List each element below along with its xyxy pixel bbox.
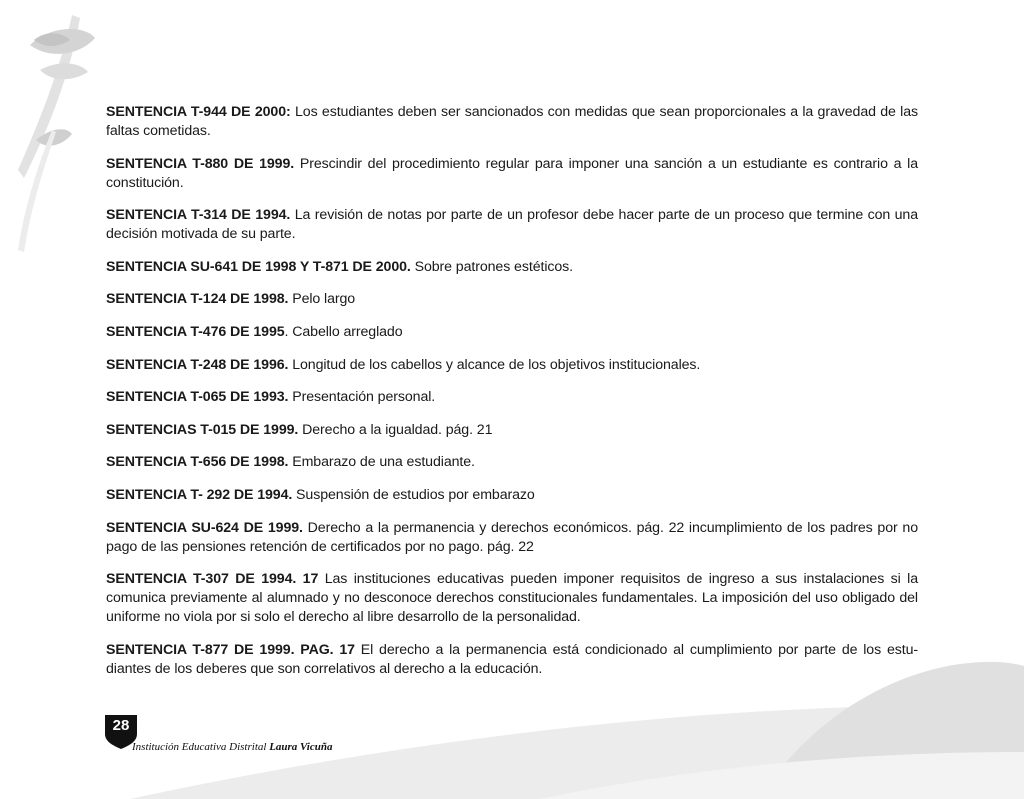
sentencia-title: SENTENCIA T-307 DE 1994. 17 <box>106 571 319 588</box>
sentencia-title: SENTENCIA T-065 DE 1993. <box>106 389 289 406</box>
sentencia-description: El derecho a la permanencia está condicionado al cumplimiento por parte de los estu-diantes de los deberes que son correlativos al derecho a la educación. <box>106 641 918 677</box>
sentencia-description: Los estudiantes deben ser sancionados con medidas que sean proporcionales a la gravedad de las faltas cometidas. <box>106 104 919 139</box>
list-item <box>106 641 918 679</box>
sentencia-title: SENTENCIA T-314 DE 1994. <box>106 207 291 224</box>
sentencia-description: Derecho a la permanencia y derechos económicos. pág. 22 incumplimiento de los padres por no pago de las pensiones retención de certificados por no pago. pág. 22 <box>106 519 918 555</box>
list-item <box>106 519 918 557</box>
sentencia-title: SENTENCIA T-944 DE 2000: <box>106 104 291 120</box>
list-item <box>106 258 918 277</box>
sentencia-description: Derecho a la igualdad. pág. 21 <box>298 421 493 438</box>
sentencia-description: Prescindir del procedimiento regular para imponer una sanción a un estudiante es contrario a la constitución. <box>106 155 918 191</box>
sentencia-description: Embarazo de una estudiante. <box>288 454 475 471</box>
list-item <box>106 103 918 141</box>
sentencia-title: SENTENCIA SU-624 DE 1999. <box>106 519 303 536</box>
sentencia-description: Presentación personal. <box>288 389 436 406</box>
list-item <box>106 356 918 375</box>
sentencia-description: . Cabello arreglado <box>284 323 403 340</box>
sentencia-title: SENTENCIA T-877 DE 1999. PAG. 17 <box>106 641 355 658</box>
sentencias-list <box>106 103 918 692</box>
list-item <box>106 570 918 627</box>
sentencia-title: SENTENCIA T-248 DE 1996. <box>106 356 289 373</box>
sentencia-description: Las instituciones educativas pueden imponer requisitos de ingreso a sus instalaciones si la comunica previamente al alumnado y no desconoce derechos constitucionales fundamentales. La imposición del uso obligado del uniforme no viola por si solo el derecho al libre desarrollo de la personalidad. <box>106 571 918 626</box>
list-item <box>106 206 918 244</box>
page-number: 28 <box>112 717 130 734</box>
sentencia-description: Sobre patrones estéticos. <box>410 258 573 275</box>
list-item <box>106 388 918 407</box>
sentencia-title: SENTENCIA T-880 DE 1999. <box>106 155 295 172</box>
institution-prefix: Institución Educativa Distrital <box>132 741 270 753</box>
list-item <box>106 453 918 472</box>
sentencia-title: SENTENCIA T-124 DE 1998. <box>106 291 289 308</box>
list-item <box>106 486 918 505</box>
list-item <box>106 155 918 193</box>
sentencia-title: SENTENCIA T-476 DE 1995 <box>106 323 285 340</box>
institution-name <box>132 741 332 753</box>
institution-title: Laura Vicuña <box>269 741 333 753</box>
sentencia-description: La revisión de notas por parte de un profesor debe hacer parte de un proceso que termine con una decisión motivada de su parte. <box>106 207 918 243</box>
sentencia-description: Longitud de los cabellos y alcance de los objetivos institucionales. <box>288 356 701 373</box>
sentencia-title: SENTENCIAS T-015 DE 1999. <box>106 421 299 438</box>
list-item <box>106 421 918 440</box>
floral-ornament <box>18 15 95 252</box>
sentencia-description: Suspensión de estudios por embarazo <box>292 486 535 503</box>
list-item <box>106 290 918 309</box>
sentencia-title: SENTENCIA T-656 DE 1998. <box>106 454 289 471</box>
list-item <box>106 323 918 342</box>
sentencia-title: SENTENCIA SU-641 DE 1998 Y T-871 DE 2000. <box>106 258 411 275</box>
sentencia-title: SENTENCIA T- 292 DE 1994. <box>106 486 293 503</box>
sentencia-description: Pelo largo <box>288 291 356 308</box>
